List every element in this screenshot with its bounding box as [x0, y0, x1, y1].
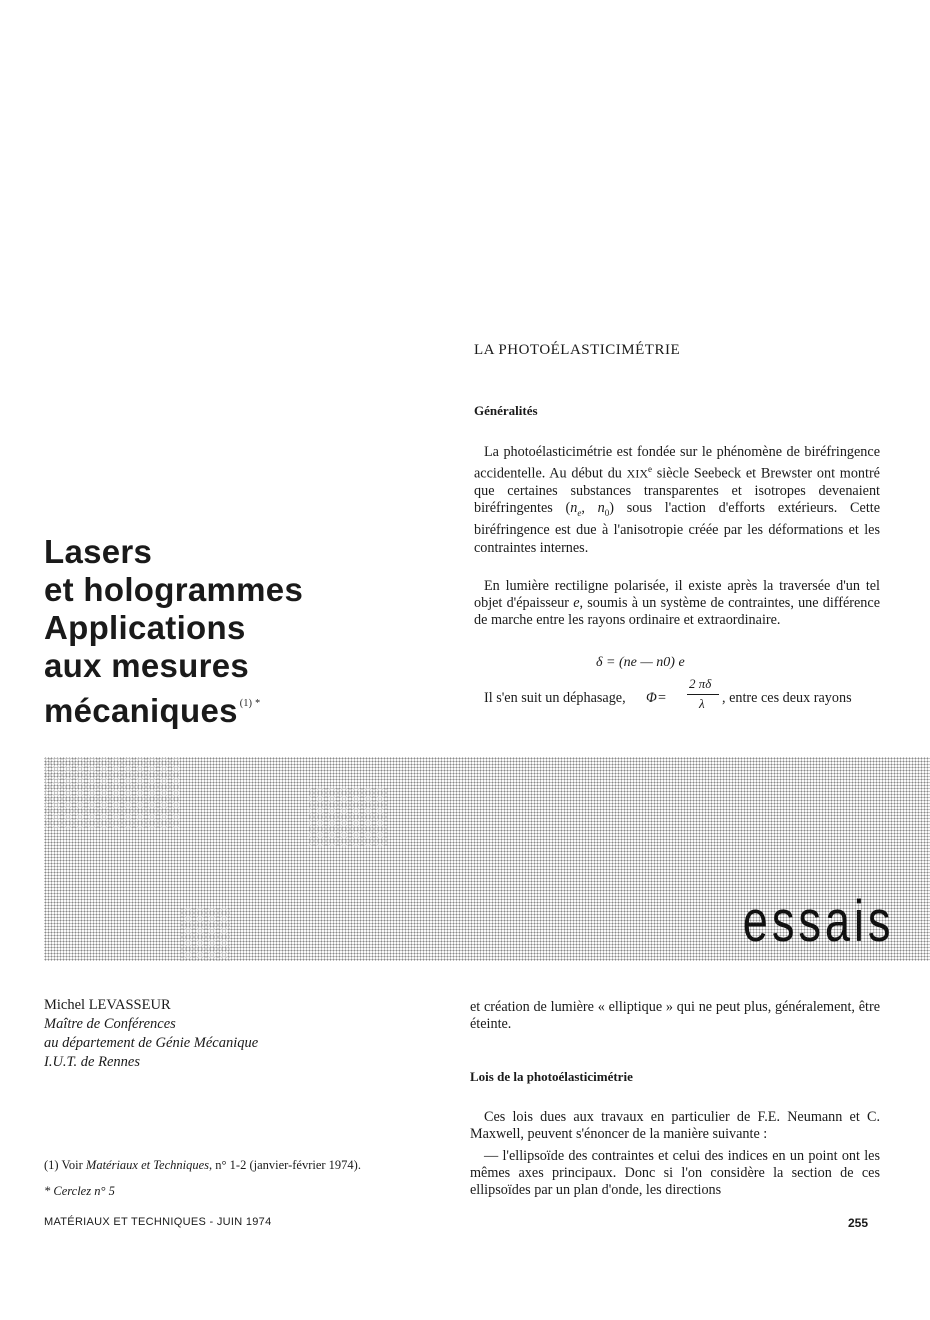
para3-lead: Il s'en suit un déphasage, — [484, 690, 626, 706]
para1-text-a: La photoélasticimétrie est fondée sur le phénomène de biréfringence accidentelle. Au début du — [474, 444, 880, 482]
symbol-e: e — [573, 595, 580, 612]
paragraph-lois: Ces lois dues aux travaux en particulier de F.E. Neumann et C. Maxwell, peuvent s'énoncer de la manière suivante : — [470, 1109, 880, 1143]
footer-journal: MATÉRIAUX ET TECHNIQUES - JUIN 1974 — [44, 1216, 272, 1228]
author-role-3: I.U.T. de Rennes — [44, 1054, 140, 1070]
symbol-ne-sub: e — [577, 508, 582, 519]
halftone-light-patch — [44, 757, 180, 829]
title-line-2: et hologrammes — [44, 571, 304, 608]
para1-text-c: ) sous l'action d'efforts extérieurs. Cette biréfringence est due à l'anisotropie créée par les déformations et les contraintes internes. — [474, 500, 880, 556]
footnote-1-text-b: , n° 1-2 (janvier-février 1974). — [209, 1158, 361, 1172]
fraction-denominator: λ — [699, 696, 705, 711]
footnote-1-journal: Matériaux et Techniques — [85, 1158, 210, 1172]
section-banner-word: essais — [742, 889, 894, 954]
equation-path-difference: δ = (ne — n0) e — [596, 655, 685, 670]
page-number: 255 — [848, 1216, 869, 1230]
paragraph-polarisation — [474, 578, 880, 630]
subhead-generalites: Généralités — [474, 403, 538, 418]
paragraph-continuation: et création de lumière « elliptique » qui ne peut plus, généralement, être éteinte. — [470, 999, 880, 1033]
author-role-1: Maître de Conférences — [44, 1016, 176, 1032]
paragraph-intro — [474, 444, 880, 557]
footnote-1-mark: (1) — [44, 1158, 59, 1172]
fraction-numerator: 2 πδ — [689, 676, 712, 691]
title-line-4: aux mesures — [44, 647, 250, 684]
para2-text-a: En lumière rectiligne polarisée, il existe après la traversée d'un tel objet d'épaisseur — [474, 578, 880, 612]
paragraph-dephasage — [484, 676, 884, 716]
author-name: Michel LEVASSEUR — [44, 997, 171, 1013]
halftone-light-patch — [308, 787, 388, 847]
footnote-1-text-a: Voir — [58, 1158, 86, 1172]
para1-sep: , — [581, 500, 598, 517]
symbol-n0: n — [597, 500, 605, 517]
title-line-1: Lasers — [44, 533, 153, 570]
footnote-1 — [44, 1158, 361, 1173]
symbol-n0-sub: 0 — [604, 508, 610, 519]
author-role-2: au département de Génie Mécanique — [44, 1035, 259, 1051]
century-numeral: XIX — [626, 466, 648, 481]
section-heading: LA PHOTOÉLASTICIMÉTRIE — [474, 342, 681, 358]
footnote-2: * Cerclez n° 5 — [44, 1184, 115, 1198]
halftone-light-patch — [180, 907, 230, 961]
century-suffix: e — [647, 464, 652, 475]
fraction-bar — [687, 694, 719, 695]
para3-tail: , entre ces deux rayons — [722, 690, 852, 706]
symbol-phi: Φ — [646, 690, 657, 706]
article-title — [44, 533, 434, 730]
subhead-lois: Lois de la photoélasticimétrie — [470, 1069, 633, 1084]
title-line-3: Applications — [44, 609, 246, 646]
para2-text-b: , soumis à un système de contraintes, une différence de marche entre les rayons ordinaire et extraordinaire. — [474, 595, 880, 629]
title-line-5: mécaniques — [44, 692, 238, 729]
para1-text-b: siècle Seebeck et Brewster ont montré que certaines substances transparentes et isotropes devenaient biréfringentes ( — [474, 465, 880, 517]
symbol-ne: n — [570, 500, 578, 517]
author-block — [44, 996, 258, 1072]
title-note-mark: (1) * — [239, 698, 261, 709]
paragraph-ellipsoide: — l'ellipsoïde des contraintes et celui des indices en un point ont les mêmes axes principaux. Donc si l'on considère la section de ces ellipsoïdes par un plan d'onde, les directions — [470, 1148, 880, 1199]
para3-equals: = — [658, 690, 667, 706]
